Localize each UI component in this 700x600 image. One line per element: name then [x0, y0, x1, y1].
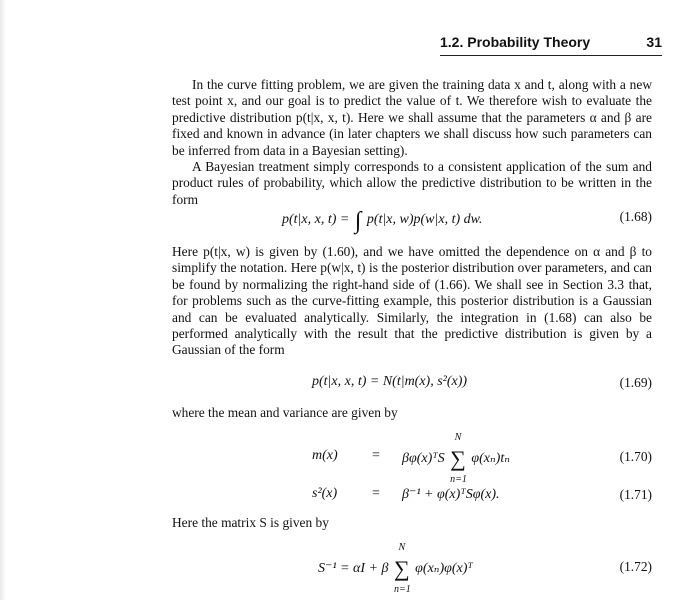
sum-lower-limit-1-72: n=1: [393, 584, 411, 595]
equation-1-70-rhs-post: φ(xₙ)tₙ: [471, 451, 510, 467]
equation-1-69-body: p(t|x, x, t) = N(t|m(x), s²(x)): [312, 374, 468, 389]
equation-1-70-rhs-pre: βφ(x)ᵀS: [402, 451, 445, 467]
equation-number-1-68: (1.68): [619, 209, 652, 224]
equation-1-72-body: [318, 542, 473, 595]
equation-1-71-rhs: β⁻¹ + φ(x)ᵀSφ(x).: [402, 487, 500, 502]
sum-upper-limit-1-72: N: [398, 542, 406, 553]
page-edge-shadow: [0, 0, 6, 600]
equation-1-70-lhs: m(x): [312, 448, 338, 463]
sum-sign: ∑: [450, 446, 466, 471]
equation-1-68-body: [282, 208, 482, 235]
equation-number-1-71: (1.71): [619, 487, 652, 502]
summation-1-72: [393, 542, 411, 595]
equation-1-71-equals: =: [372, 486, 380, 501]
equation-1-68: [172, 206, 652, 232]
equation-1-72: [172, 542, 652, 595]
equation-number-1-70: (1.70): [619, 449, 652, 464]
header-rule: [440, 55, 662, 56]
equation-1-70-equals: =: [372, 448, 380, 463]
equation-1-72-rhs-post: φ(xₙ)φ(x)ᵀ: [415, 561, 473, 577]
equation-number-1-72: (1.72): [619, 559, 652, 574]
equation-1-72-lhs: S⁻¹ = αI + β: [318, 561, 389, 577]
sum-sign-1-72: ∑: [393, 556, 410, 581]
paragraph-2: A Bayesian treatment simply corresponds to a consistent application of the sum and product rules of probability, which allow the predictive distribution to be written in the form: [172, 159, 652, 207]
section-title: 1.2. Probability Theory: [440, 34, 591, 50]
sum-lower-limit: n=1: [450, 474, 467, 485]
paragraph-4: where the mean and variance are given by: [172, 405, 398, 420]
equation-1-70-rhs: [402, 432, 510, 485]
summation: [450, 432, 467, 485]
equation-1-68-rhs: p(t|x, w)p(w|x, t) dw.: [366, 212, 483, 227]
paragraph-5: Here the matrix S is given by: [172, 515, 329, 530]
equation-1-70: [172, 432, 652, 485]
equation-1-69: [172, 372, 652, 398]
equation-1-71: [172, 484, 652, 510]
equation-1-71-lhs: s²(x): [312, 486, 338, 501]
page-number: 31: [646, 34, 662, 50]
paragraph-1: In the curve fitting problem, we are given the training data x and t, along with a new test point x, and our goal is to predict the value of t. We therefore wish to evaluate the predictive distribution p(t|x, x, t). Here we shall assume that the parameters α and β are fixed and known in advance (in later chapters we shall discuss how such parameters can be inferred from data in a Bayesian setting).: [172, 77, 652, 158]
running-header: [440, 32, 662, 56]
integral-sign: ∫: [354, 208, 362, 234]
equation-number-1-69: (1.69): [619, 375, 652, 390]
paragraph-3: Here p(t|x, w) is given by (1.60), and we have omitted the dependence on α and β to simplify the notation. Here p(w|x, t) is the posterior distribution over parameters, and can be found by normalizing the right-hand side of (1.66). We shall see in Section 3.3 that, for problems such as the curve-fitting example, this posterior distribution is a Gaussian and can be evaluated analytically. Similarly, the integration in (1.68) can also be performed analytically with the result that the predictive distribution is given by a Gaussian of the form: [172, 244, 652, 358]
sum-upper-limit: N: [454, 432, 462, 443]
equation-1-68-lhs: p(t|x, x, t) =: [282, 212, 350, 227]
